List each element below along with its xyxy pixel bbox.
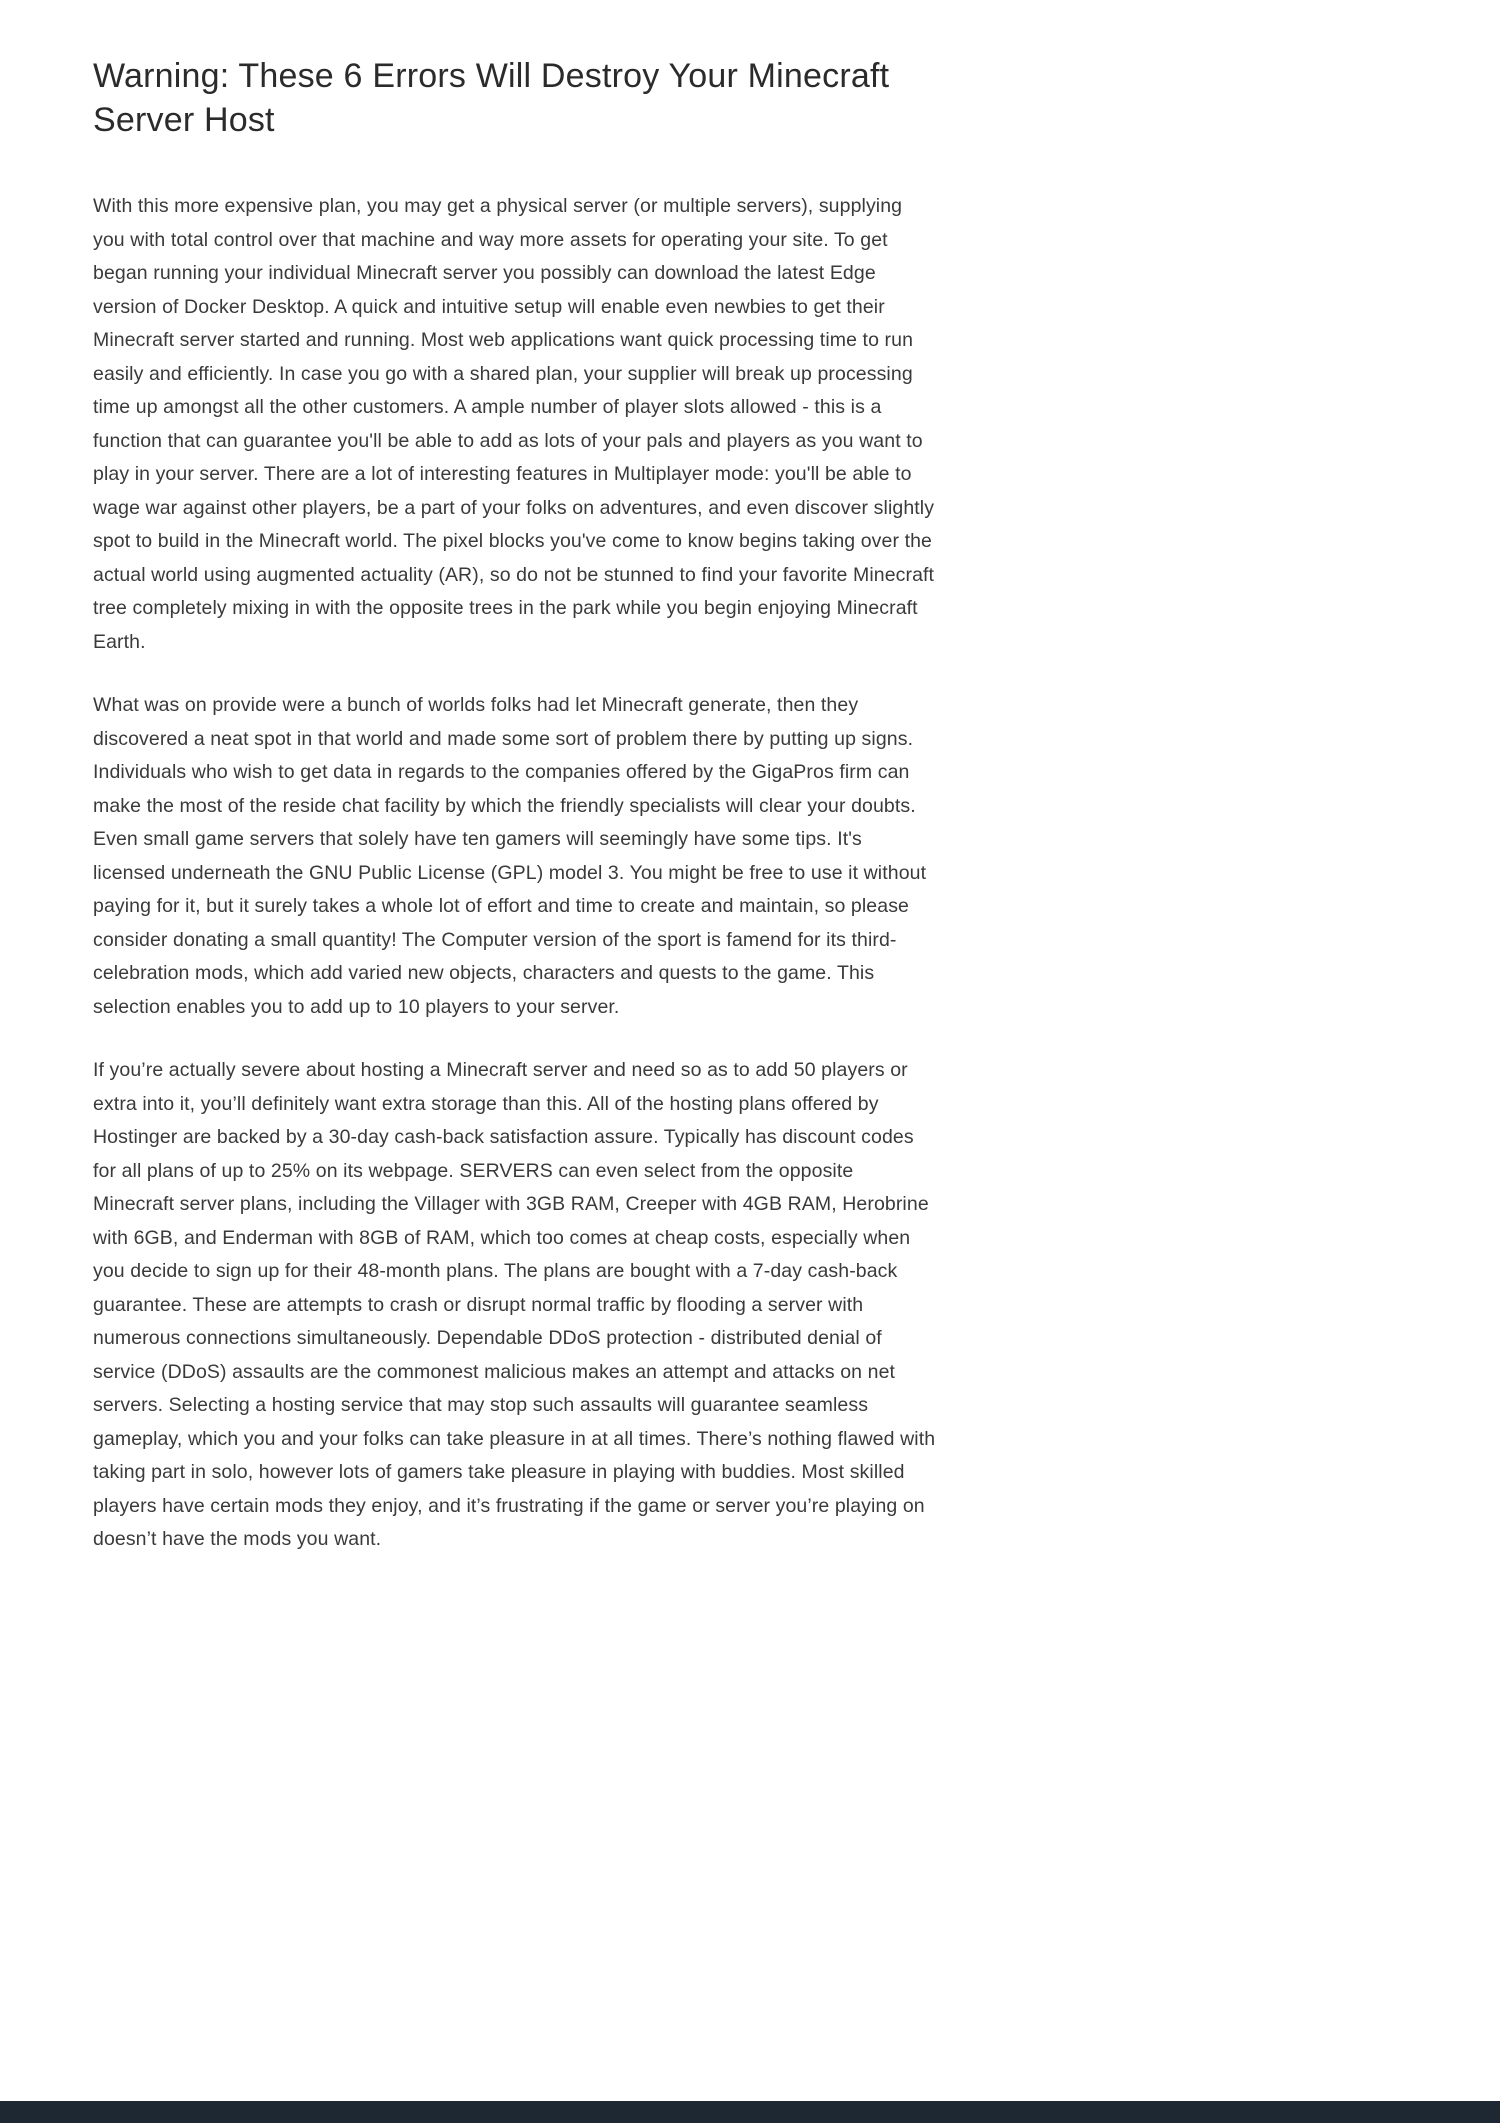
- footer-bar: [0, 2101, 1500, 2123]
- article-paragraph-2: What was on provide were a bunch of worlds folks had let Minecraft generate, then they discovered a neat spot in that world and made some sort of problem there by putting up signs. Individuals who wish to get data in regards to the companies offered by the GigaPros firm can make the most of the reside chat facility by which the friendly specialists will clear your doubts. Even small game servers that solely have ten gamers will seemingly have some tips. It's licensed underneath the GNU Public License (GPL) model 3. You might be free to use it without paying for it, but it surely takes a whole lot of effort and time to create and maintain, so please consider donating a small quantity! The Computer version of the sport is famend for its third-celebration mods, which add varied new objects, characters and quests to the game. This selection enables you to add up to 10 players to your server.: [93, 694, 927, 1018]
- page-title: Warning: These 6 Errors Will Destroy Your Minecraft Server Host: [93, 57, 890, 139]
- article-paragraph-1: With this more expensive plan, you may get a physical server (or multiple servers), supplying you with total control over that machine and way more assets for operating your site. To get began running your individual Minecraft server you possibly can download the latest Edge version of Docker Desktop. A quick and intuitive setup will enable even newbies to get their Minecraft server started and running. Most web applications want quick processing time to run easily and efficiently. In case you go with a shared plan, your supplier will break up processing time up amongst all the other customers. A ample number of player slots allowed - this is a function that can guarantee you'll be able to add as lots of your pals and players as you want to play in your server. There are a lot of interesting features in Multiplayer mode: you'll be able to wage war against other players, be a part of your folks on adventures, and even discover slightly spot to build in the Minecraft world. The pixel blocks you've come to know begins taking over the actual world using augmented actuality (AR), so do not be stunned to find your favorite Minecraft tree completely mixing in with the opposite trees in the park while you begin enjoying Minecraft Earth.: [93, 195, 935, 653]
- article-paragraph-3: If you’re actually severe about hosting a Minecraft server and need so as to add 50 players or extra into it, you’ll definitely want extra storage than this. All of the hosting plans offered by Hostinger are backed by a 30-day cash-back satisfaction assure. Typically has discount codes for all plans of up to 25% on its webpage. SERVERS can even select from the opposite Minecraft server plans, including the Villager with 3GB RAM, Creeper with 4GB RAM, Herobrine with 6GB, and Enderman with 8GB of RAM, which too comes at cheap costs, especially when you decide to sign up for their 48-month plans. The plans are bought with a 7-day cash-back guarantee. These are attempts to crash or disrupt normal traffic by flooding a server with numerous connections simultaneously. Dependable DDoS protection - distributed denial of service (DDoS) assaults are the commonest malicious makes an attempt and attacks on net servers. Selecting a hosting service that may stop such assaults will guarantee seamless gameplay, which you and your folks can take pleasure in at all times. There’s nothing flawed with taking part in solo, however lots of gamers take pleasure in playing with buddies. Most skilled players have certain mods they enjoy, and it’s frustrating if the game or server you’re playing on doesn’t have the mods you want.: [93, 1059, 936, 1551]
